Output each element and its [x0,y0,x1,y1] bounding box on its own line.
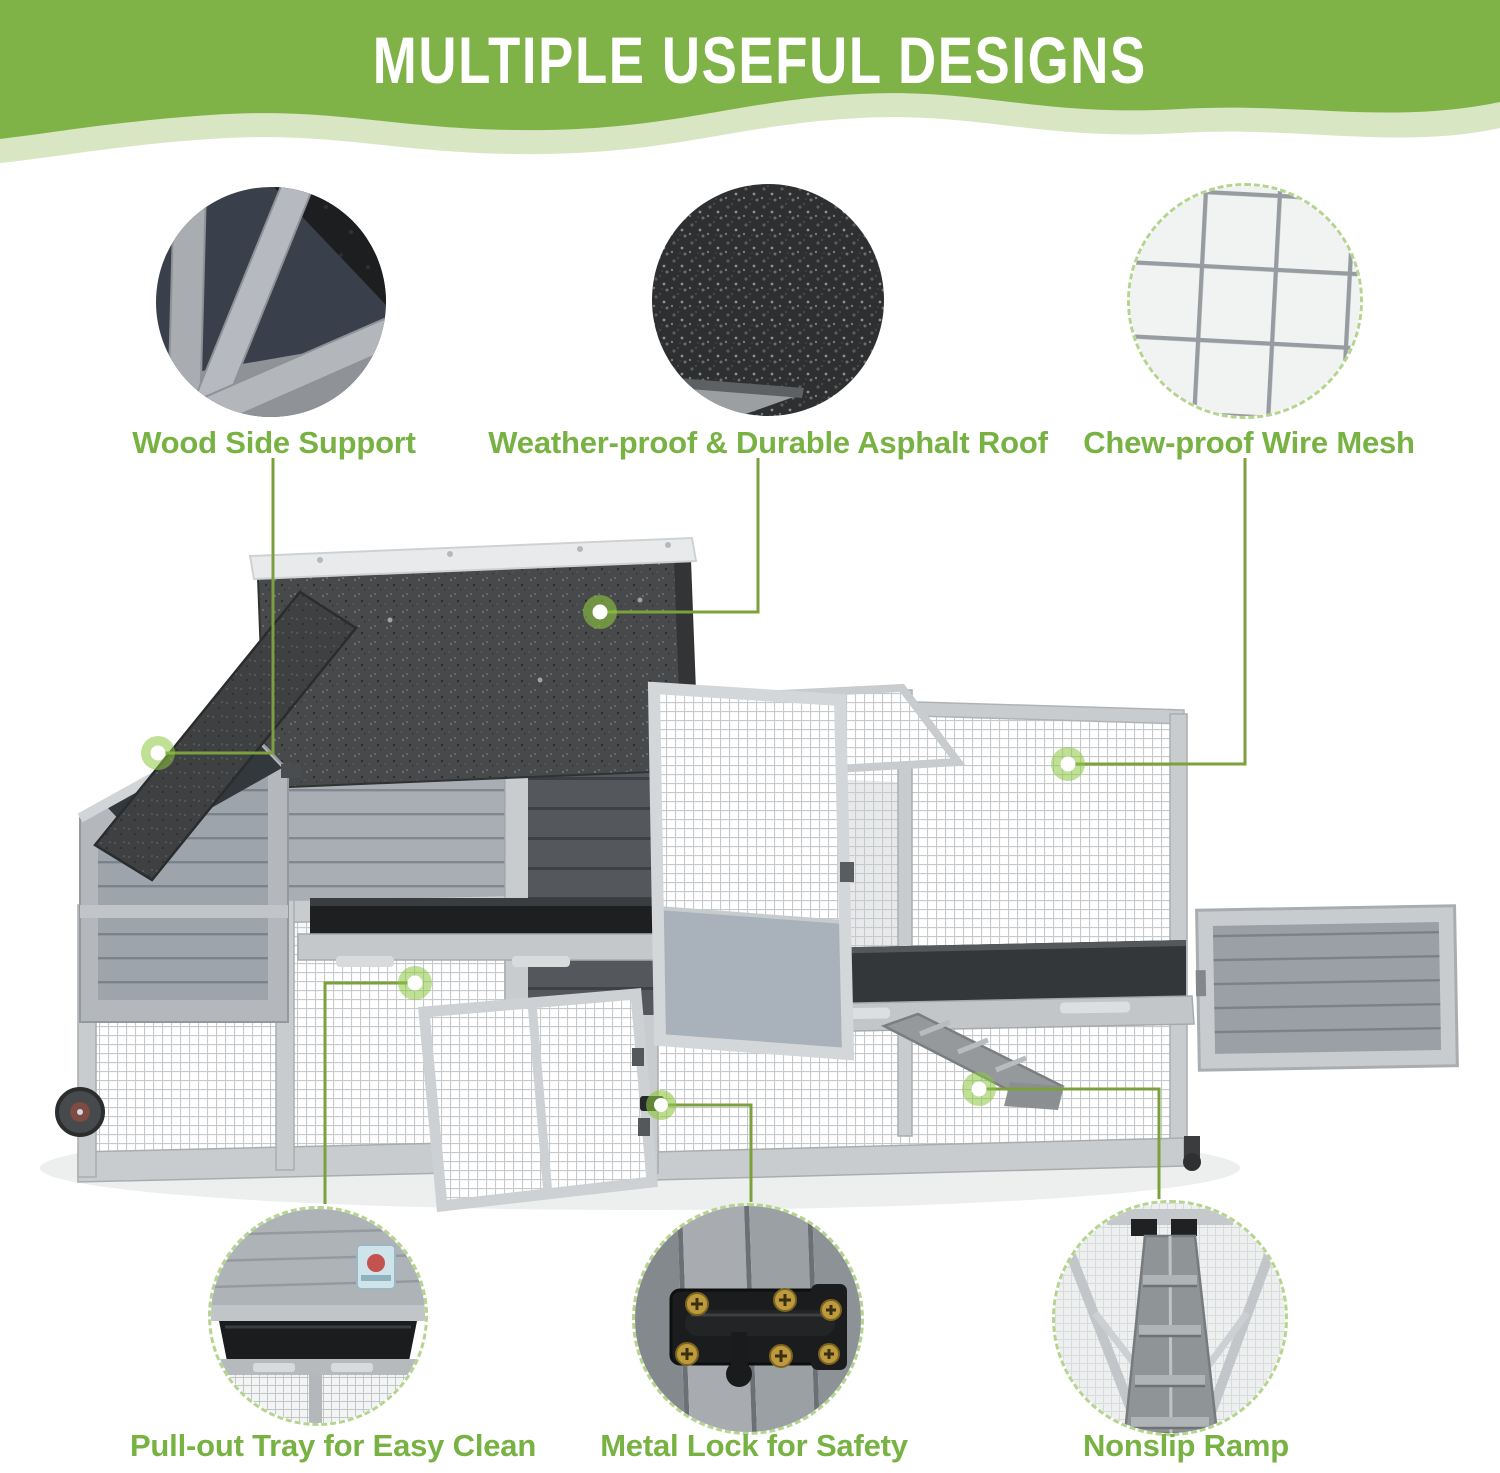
feature-label-wood-side-support: Wood Side Support [132,425,416,460]
metal-lock-photo [632,1203,864,1435]
feature-label-pullout-tray: Pull-out Tray for Easy Clean [129,1428,537,1463]
callout-line-asphalt-roof [602,458,758,612]
pullout-tray-photo [208,1206,428,1426]
marker-pullout-tray [398,966,432,1000]
page-title: MULTIPLE USEFUL DESIGNS [372,23,1148,97]
callout-markers [141,595,1085,1120]
feature-label-metal-lock: Metal Lock for Safety [600,1428,908,1463]
wood-side-support-photo [156,187,386,417]
feature-label-wire-mesh: Chew-proof Wire Mesh [1083,425,1415,460]
callout-line-metal-lock [661,1105,751,1202]
feature-label-asphalt-roof: Weather-proof & Durable Asphalt Roof [488,425,1048,460]
callout-line-wire-mesh [1070,458,1245,764]
feature-label-nonslip-ramp: Nonslip Ramp [1082,1428,1289,1463]
marker-asphalt-roof [583,595,617,629]
marker-wood-side-support [141,736,175,770]
callout-line-pullout-tray [325,983,415,1204]
asphalt-roof-photo [652,184,884,416]
marker-nonslip-ramp [962,1072,996,1106]
marker-wire-mesh [1051,747,1085,781]
nonslip-ramp-photo [1052,1200,1288,1436]
callout-line-wood-side-support [160,458,273,753]
wire-mesh-photo [1127,183,1363,419]
marker-metal-lock [646,1090,676,1120]
callout-line-nonslip-ramp [979,1089,1159,1199]
